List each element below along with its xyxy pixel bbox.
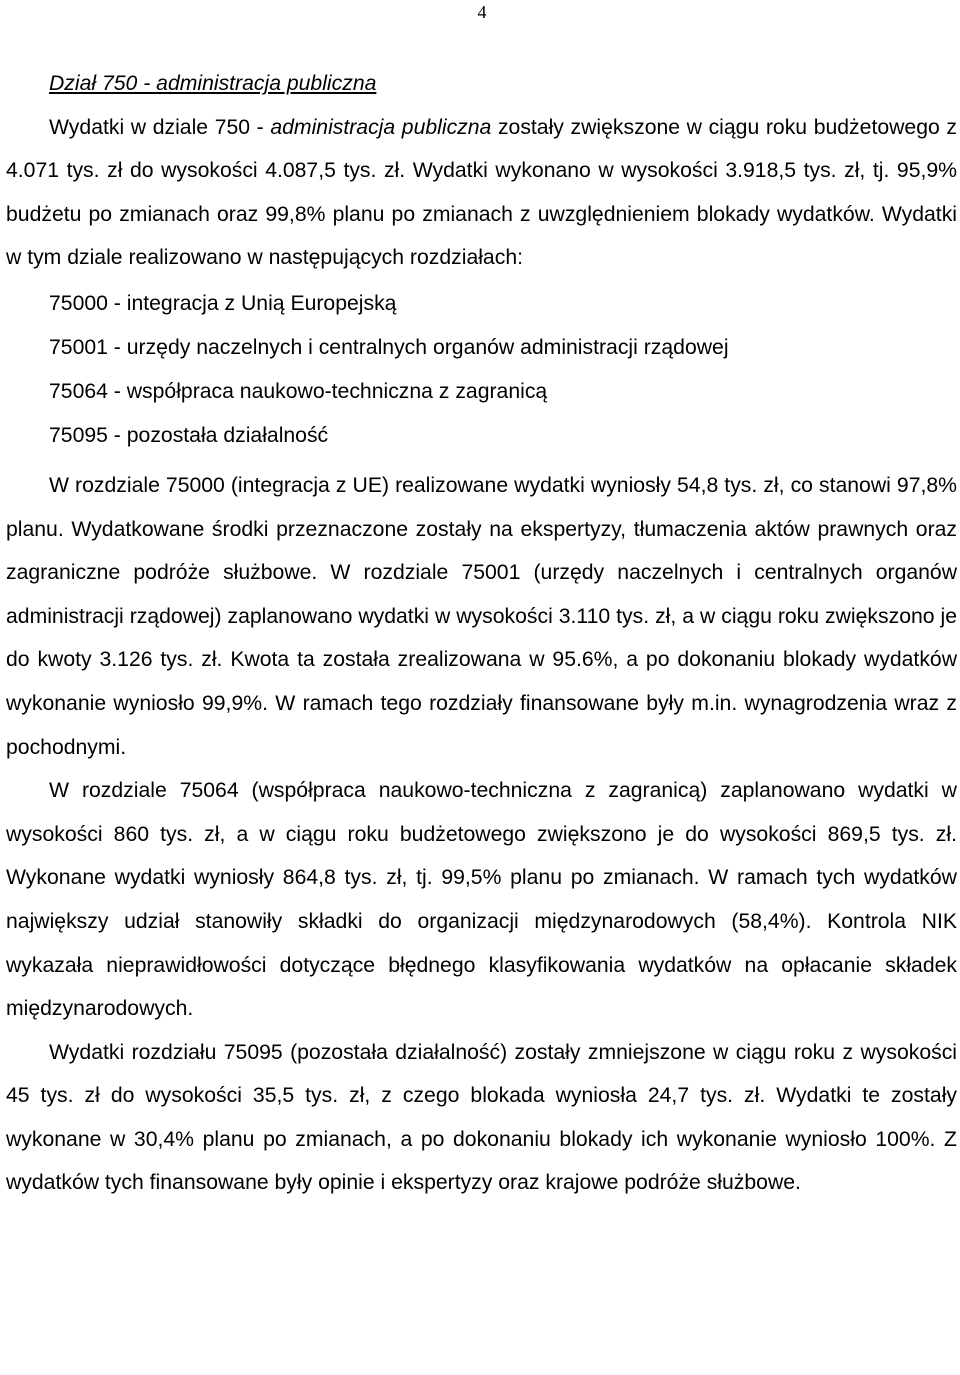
chapter-list bbox=[6, 282, 957, 458]
chapter-item-75095: 75095 - pozostała działalność bbox=[49, 423, 329, 447]
page-number: 4 bbox=[477, 2, 487, 22]
section-title: Dział 750 - administracja publiczna bbox=[49, 72, 377, 95]
intro-text-start: Wydatki w dziale 750 - bbox=[49, 115, 271, 139]
paragraph-75064: W rozdziale 75064 (współpraca naukowo-techniczna z zagranicą) zaplanowano wydatki w wysokości 860 tys. zł, a w ciągu roku budżetowego zwiększono je do wysokości 869,5 tys. zł. Wykonane wydatki wyniosły 864,8 tys. zł, tj. 99,5% planu po zmianach. W ramach tych wydatków największy udział stanowiły składki do organizacji międzynarodowych (58,4%). Kontrola NIK wykazała nieprawidłowości dotyczące błędnego klasyfikowania wydatków na opłacanie składek międzynarodowych. bbox=[6, 779, 957, 1021]
chapter-item-75064: 75064 - współpraca naukowo-techniczna z zagranicą bbox=[49, 379, 548, 403]
document-body bbox=[6, 62, 957, 1205]
intro-text-italic: administracja publiczna bbox=[270, 115, 492, 139]
chapter-item-75000: 75000 - integracja z Unią Europejską bbox=[49, 291, 397, 315]
intro-text-end: zostały zwiększone w ciągu roku budżetowego z 4.071 tys. zł do wysokości 4.087,5 tys. zł. Wydatki wykonano w wysokości 3.918,5 tys. zł, tj. 95,9% budżetu po zmianach oraz 99,8% planu po zmianach z uwzględnieniem blokady wydatków. Wydatki w tym dziale realizowano w następujących rozdziałach: bbox=[6, 115, 957, 270]
paragraph-75095: Wydatki rozdziału 75095 (pozostała działalność) zostały zmniejszone w ciągu roku z wysokości 45 tys. zł do wysokości 35,5 tys. zł, z czego blokada wyniosła 24,7 tys. zł. Wydatki te zostały wykonane w 30,4% planu po zmianach, a po dokonaniu blokady ich wykonanie wyniosło 100%. Z wydatków tych finansowane były opinie i ekspertyzy oraz krajowe podróże służbowe. bbox=[6, 1040, 957, 1195]
intro-paragraph bbox=[6, 106, 957, 280]
paragraph-75000-75001: W rozdziale 75000 (integracja z UE) realizowane wydatki wyniosły 54,8 tys. zł, co stanowi 97,8% planu. Wydatkowane środki przeznaczone zostały na ekspertyzy, tłumaczenia aktów prawnych oraz zagraniczne podróże służbowe. W rozdziale 75001 (urzędy naczelnych i centralnych organów administracji rządowej) zaplanowano wydatki w wysokości 3.110 tys. zł, a w ciągu roku zwiększono je do kwoty 3.126 tys. zł. Kwota ta została zrealizowana w 95.6%, a po dokonaniu blokady wydatków wykonanie wyniosło 99,9%. W ramach tego rozdziały finansowane były m.in. wynagrodzenia wraz z pochodnymi. bbox=[6, 473, 957, 759]
chapter-item-75001: 75001 - urzędy naczelnych i centralnych organów administracji rządowej bbox=[49, 335, 729, 359]
